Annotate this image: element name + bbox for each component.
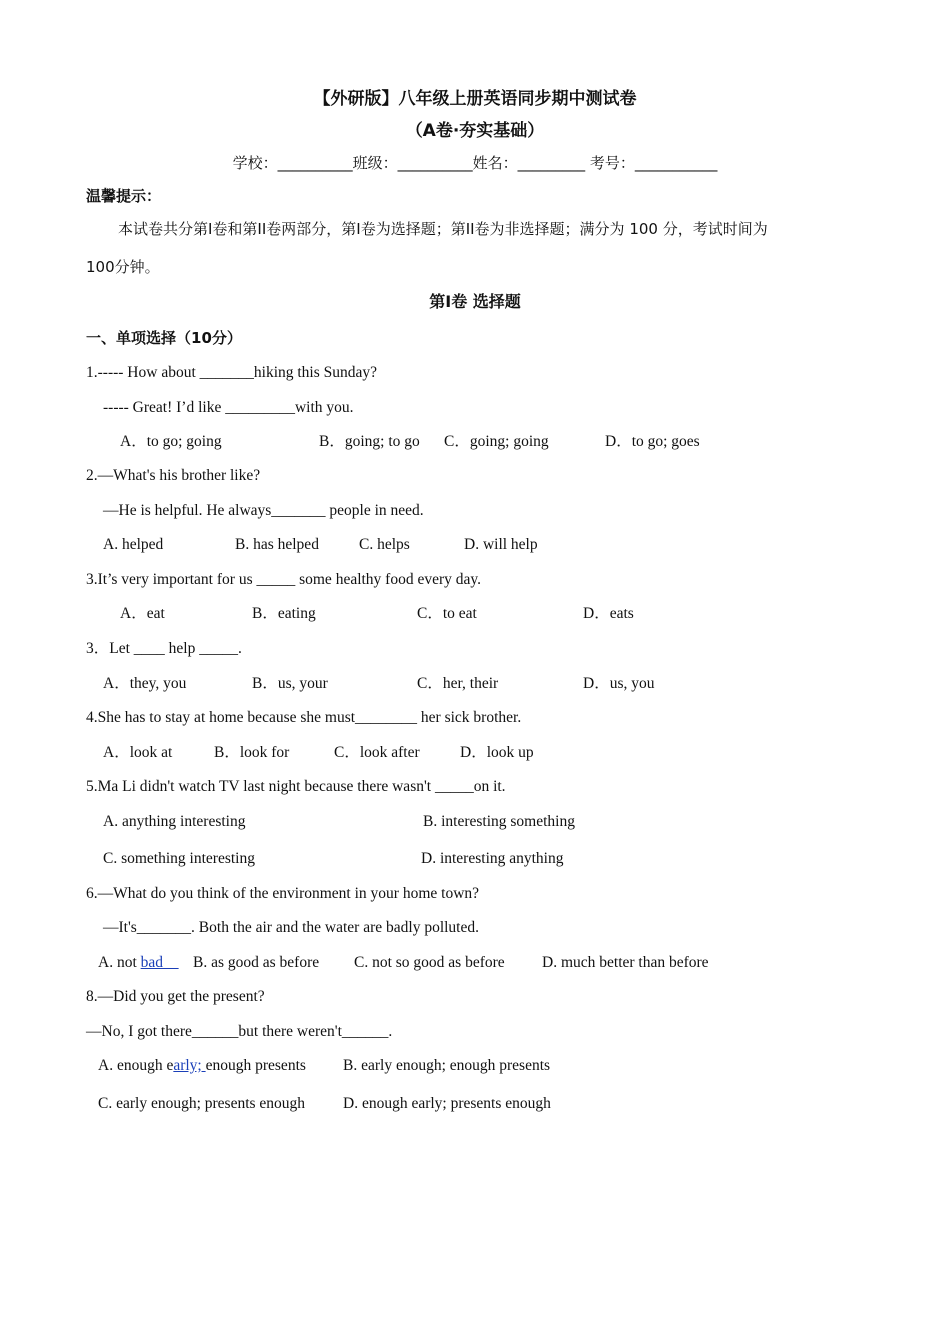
question-3-stem: 3.It’s very important for us _____ some healthy food every day. — [86, 571, 482, 588]
option-a: A. not bad__ — [98, 954, 179, 971]
option-d: D. much better than before — [542, 954, 709, 971]
option-a: A. enough early; enough presents — [98, 1057, 306, 1074]
option-c: C．to eat — [417, 605, 477, 622]
option-c: C．her, their — [417, 675, 499, 692]
bad-link[interactable]: bad__ — [140, 954, 179, 971]
notice-text-line2: 100分钟。 — [86, 258, 160, 276]
question-1-options — [0, 432, 950, 452]
option-b: B. as good as before — [193, 954, 320, 971]
notice-label: 温馨提示： — [86, 187, 162, 205]
question-1-response: ----- Great! I’d like _________with you. — [103, 399, 354, 416]
option-c: C．look after — [334, 744, 420, 761]
option-b: B．going; to go — [319, 433, 420, 450]
option-b: B. early enough; enough presents — [343, 1057, 551, 1074]
question-2-options — [0, 535, 950, 555]
option-a: A．they, you — [103, 675, 187, 692]
question-3b-stem: 3．Let ____ help _____. — [86, 640, 242, 657]
option-b: B．us, your — [252, 675, 328, 692]
student-info-line: 学校：__________班级：__________姓名：_________ 考号：___________ — [232, 154, 718, 172]
question-8-stem: 8.—Did you get the present? — [86, 988, 265, 1005]
question-5-options-row2 — [0, 849, 950, 869]
question-3b-options — [0, 674, 950, 694]
option-c: C. helps — [359, 536, 410, 553]
exam-title: 【外研版】八年级上册英语同步期中测试卷 — [313, 89, 637, 109]
question-4-stem: 4.She has to stay at home because she must________ her sick brother. — [86, 709, 522, 726]
question-5-options-row1 — [0, 812, 950, 832]
option-b: B. has helped — [235, 536, 319, 553]
question-6-options — [0, 953, 950, 973]
question-4-options — [0, 743, 950, 763]
question-6-stem: 6.—What do you think of the environment in your home town? — [86, 885, 480, 902]
option-a: A．look at — [103, 744, 173, 761]
exam-subtitle: （A卷·夯实基础） — [405, 121, 545, 141]
question-6-response: —It's_______. Both the air and the water are badly polluted. — [103, 919, 479, 936]
option-a: A．eat — [120, 605, 165, 622]
option-d: D．look up — [460, 744, 534, 761]
part1-title: 第I卷 选择题 — [429, 292, 521, 311]
option-b: B．eating — [252, 605, 316, 622]
early-link[interactable]: arly; — [173, 1057, 206, 1074]
option-b: B. interesting something — [423, 813, 575, 830]
option-d: D．us, you — [583, 675, 655, 692]
option-c: C. not so good as before — [354, 954, 505, 971]
question-2-stem: 2.—What's his brother like? — [86, 467, 261, 484]
option-d: D．to go; goes — [605, 433, 700, 450]
option-c: C. something interesting — [103, 850, 255, 867]
option-d: D．eats — [583, 605, 634, 622]
section-title: 一、单项选择（10分） — [86, 329, 242, 347]
question-5-stem: 5.Ma Li didn't watch TV last night because there wasn't _____on it. — [86, 778, 506, 795]
option-d: D. interesting anything — [421, 850, 564, 867]
question-8-response: —No, I got there______but there weren't______. — [86, 1023, 393, 1040]
question-8-options-row2 — [0, 1094, 950, 1114]
question-8-options-row1 — [0, 1056, 950, 1076]
notice-text-line1: 本试卷共分第I卷和第II卷两部分，第I卷为选择题；第II卷为非选择题；满分为 100 分，考试时间为 — [118, 220, 768, 238]
question-1-stem: 1.----- How about _______hiking this Sunday? — [86, 364, 378, 381]
option-a: A. helped — [103, 536, 164, 553]
option-b: B．look for — [214, 744, 290, 761]
option-c: C. early enough; presents enough — [98, 1095, 306, 1112]
question-3-options — [0, 604, 950, 624]
question-2-response: —He is helpful. He always_______ people in need. — [103, 502, 424, 519]
option-a: A．to go; going — [120, 433, 222, 450]
option-a: A. anything interesting — [103, 813, 246, 830]
option-d: D. enough early; presents enough — [343, 1095, 551, 1112]
option-d: D. will help — [464, 536, 538, 553]
option-c: C．going; going — [444, 433, 549, 450]
